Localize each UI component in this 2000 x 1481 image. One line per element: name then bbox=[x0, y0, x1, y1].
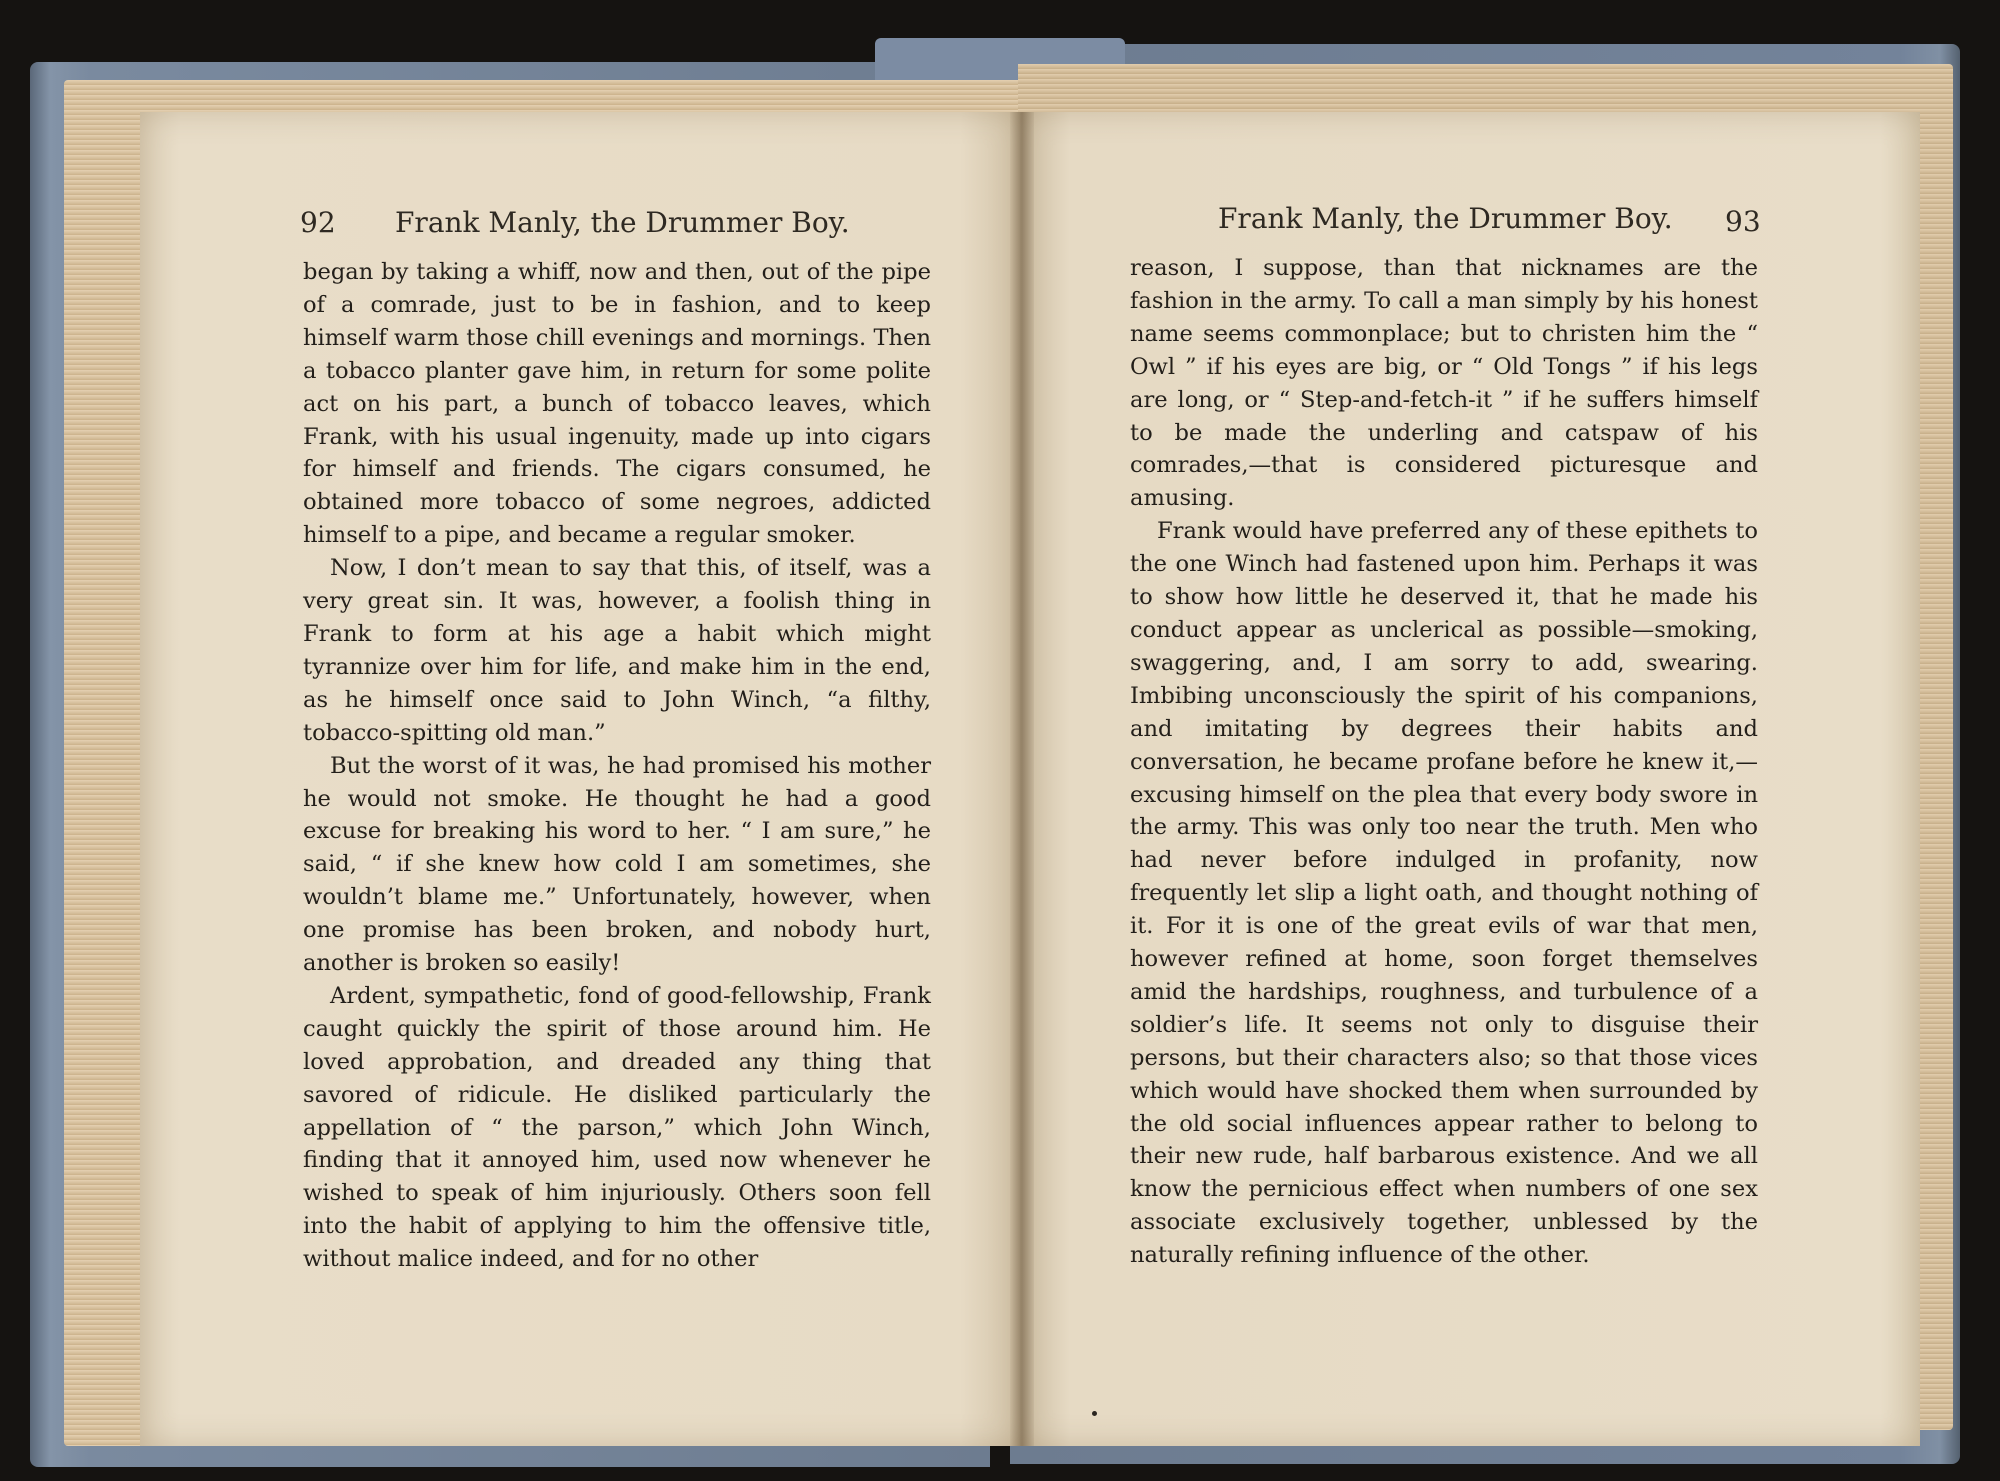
paragraph: Now, I don’t mean to say that this, of itself, was a very great sin. It was, however, a foolish thing in Frank to form at his age a habit which might tyrannize over him for life, and make him in the end, as he himself once said to John Winch, “a filthy, tobacco-spitting old man.” bbox=[303, 555, 931, 746]
left-page-number: 92 bbox=[300, 206, 336, 239]
left-running-title: Frank Manly, the Drummer Boy. bbox=[395, 206, 850, 239]
right-running-title: Frank Manly, the Drummer Boy. bbox=[1218, 202, 1673, 235]
left-page-body bbox=[303, 256, 931, 1276]
paragraph: But the worst of it was, he had promised his mother he would not smoke. He thought he had a good excuse for breaking his word to her. “ I am sure,” he said, “ if she knew how cold I am sometimes, she wouldn’t blame me.” Unfortunately, however, when one promise has been broken, and nobody hurt, another is broken so easily! bbox=[303, 752, 931, 977]
right-page-body bbox=[1130, 252, 1758, 1272]
paragraph: reason, I suppose, than that nicknames are the fashion in the army. To call a man simply by his honest name seems commonplace; but to christen him the “ Owl ” if his eyes are big, or “ Old Tongs ” if his legs are long, or “ Step-and-fetch-it ” if he suffers himself to be made the underling and catspaw of his comrades,—that is considered picturesque and amusing. bbox=[1130, 255, 1758, 512]
right-page-number: 93 bbox=[1725, 205, 1761, 238]
paragraph: Frank would have preferred any of these epithets to the one Winch had fastened upon him. Perhaps it was to show how little he deserved it, that he made his conduct appear as unclerical as possible—smoking, swaggering, and, I am sorry to add, swearing. Imbibing unconsciously the spirit of his companions, and imitating by degrees their habits and conversation, he became profane before he knew it,—excusing himself on the plea that every body swore in the army. This was only too near the truth. Men who had never before indulged in profanity, now frequently let slip a light oath, and thought nothing of it. For it is one of the great evils of war that men, however refined at home, soon forget themselves amid the hardships, roughness, and turbulence of a soldier’s life. It seems not only to disguise their persons, but their characters also; so that those vices which would have shocked them when surrounded by the old social influences appear rather to belong to their new rude, half barbarous existence. And we all know the pernicious effect when numbers of one sex associate exclusively together, unblessed by the naturally refining influence of the other. bbox=[1130, 518, 1758, 1269]
paragraph: Ardent, sympathetic, fond of good-fellowship, Frank caught quickly the spirit of those around him. He loved approbation, and dreaded any thing that savored of ridicule. He disliked particularly the appellation of “ the parson,” which John Winch, finding that it annoyed him, used now whenever he wished to speak of him injuriously. Others soon fell into the habit of applying to him the offensive title, without malice indeed, and for no other bbox=[303, 982, 931, 1273]
book-gutter bbox=[1010, 112, 1034, 1446]
page-speck bbox=[1092, 1411, 1097, 1416]
paragraph: began by taking a whiff, now and then, out of the pipe of a comrade, just to be in fashion, and to keep himself warm those chill evenings and mornings. Then a tobacco planter gave him, in return for some polite act on his part, a bunch of tobacco leaves, which Frank, with his usual ingenuity, made up into cigars for himself and friends. The cigars consumed, he obtained more tobacco of some negroes, addicted himself to a pipe, and became a regular smoker. bbox=[303, 259, 931, 549]
